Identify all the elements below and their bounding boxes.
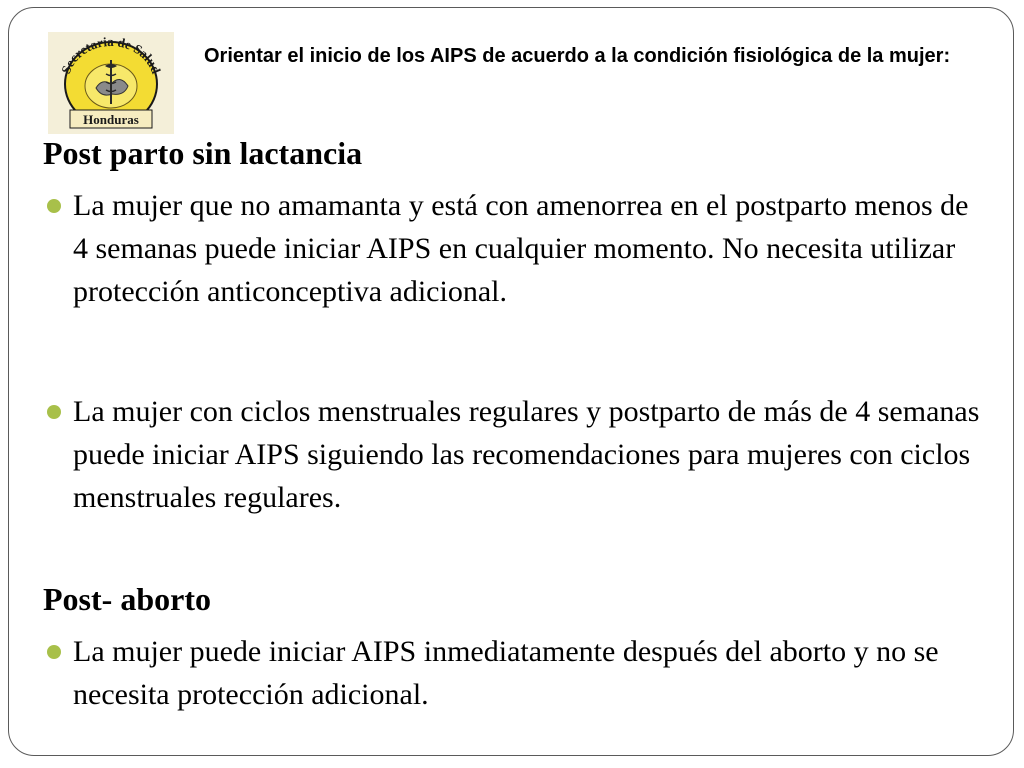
slide-header-title: Orientar el inicio de los AIPS de acuerdo a la condición fisiológica de la mujer:: [204, 45, 951, 67]
bullet-item: [45, 630, 985, 716]
svg-text:Secretaria de Salud: Secretaria de Salud: [58, 33, 164, 76]
secretaria-salud-logo: [48, 32, 174, 134]
seal-icon: [48, 32, 174, 134]
section-heading-postparto: Post parto sin lactancia: [43, 135, 363, 171]
bullet-item: [45, 390, 985, 519]
bullet-dot-icon: [47, 405, 61, 419]
bullet-item: [45, 184, 985, 313]
bullet-text: La mujer que no amamanta y está con amenorrea en el postparto menos de 4 semanas puede iniciar AIPS en cualquier momento. No necesita utilizar protección anticonceptiva adicional.: [73, 189, 969, 308]
bullet-dot-icon: [47, 199, 61, 213]
bullet-dot-icon: [47, 645, 61, 659]
bullet-text: La mujer con ciclos menstruales regulares y postparto de más de 4 semanas puede iniciar AIPS siguiendo las recomendaciones para mujeres con ciclos menstruales regulares.: [73, 395, 980, 514]
logo-country-text: Honduras: [83, 112, 139, 127]
bullet-text: La mujer puede iniciar AIPS inmediatamente después del aborto y no se necesita protección adicional.: [73, 635, 939, 711]
section-heading-postaborto: Post- aborto: [43, 581, 211, 617]
